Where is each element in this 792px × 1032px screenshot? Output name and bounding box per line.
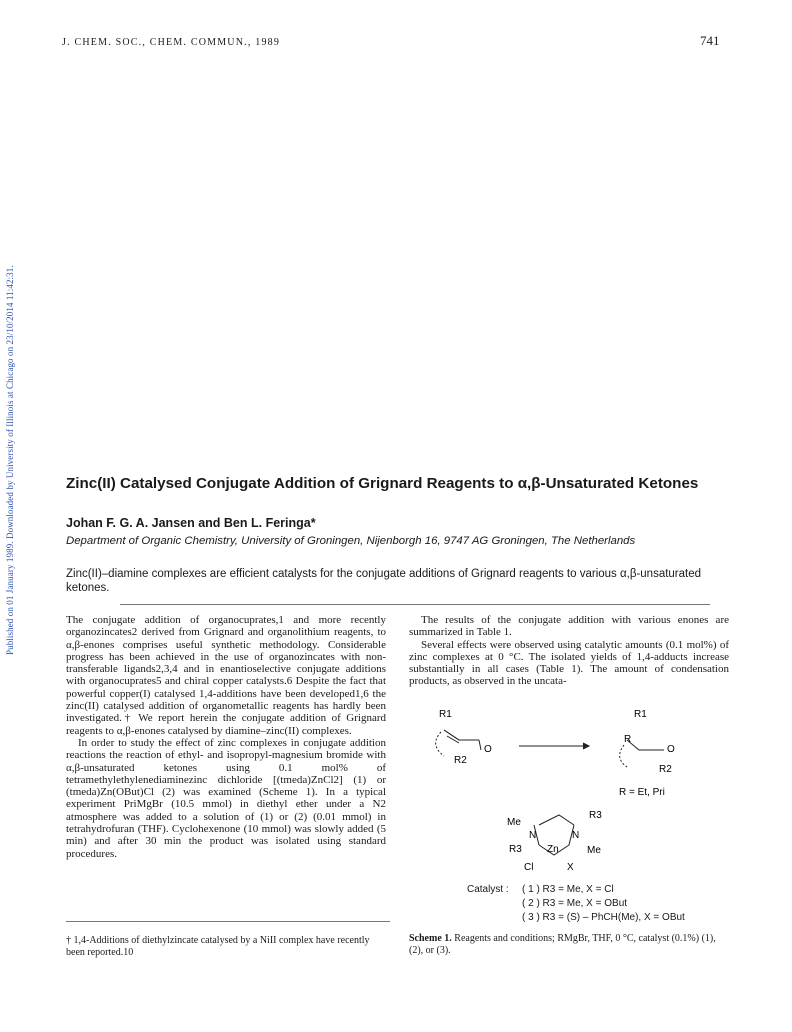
label-r-definition: R = Et, Pri — [619, 787, 665, 798]
label-r2: R2 — [454, 755, 467, 766]
catalyst-3: ( 3 ) R3 = (S) – PhCH(Me), X = OBut — [522, 912, 685, 923]
footnote: † 1,4-Additions of diethylzincate catalysed by a NiII complex have recently been reported.10 — [66, 935, 370, 958]
label-me: Me — [587, 845, 601, 856]
paragraph: The conjugate addition of organocuprates,1 and more recently organozincates2 derived from Grignard and organolithium reagents, to α,β-enones comprises useful synthetic methodology. Considerable progress has been achieved in the use of organozincates with non-transferable ligands2,3,4 and in enantioselective conjugate additions with organocuprates5 and chiral copper catalysts.6 Despite the fact that powerful copper(I) catalysed 1,4-additions have been developed1,6 the zinc(II) catalysed addition of organometallic reagents has hardly been investigated.† We report herein the conjugate addition of Grignard reagents to α,β-enones catalysed by diamine–zinc(II) complexes. — [66, 614, 386, 737]
affiliation: Department of Organic Chemistry, University of Groningen, Nijenborgh 16, 9747 AG Groningen, The Netherlands — [66, 535, 636, 547]
label-n: N — [529, 830, 537, 841]
label-o: O — [667, 744, 675, 755]
right-column — [409, 614, 729, 688]
label-r3: R3 — [509, 844, 522, 855]
download-notice-text[interactable]: Published on 01 January 1989. Downloaded by University of Illinois at Chicago on 23/10/2014 11:42:31. — [5, 265, 15, 655]
ring-dashed — [436, 732, 444, 756]
page-number: 741 — [700, 33, 720, 48]
abstract-divider — [120, 604, 710, 605]
enone-bond — [444, 730, 479, 740]
adduct-bond — [627, 740, 664, 750]
label-n: N — [572, 830, 580, 841]
paragraph: The results of the conjugate addition with various enones are summarized in Table 1. — [409, 614, 729, 639]
scheme-caption — [409, 933, 729, 956]
authors: Johan F. G. A. Jansen and Ben L. Feringa* — [66, 516, 316, 530]
label-me: Me — [507, 817, 521, 828]
double-bond-inner — [447, 736, 459, 743]
label-x: X — [567, 862, 574, 873]
label-r1: R1 — [439, 709, 452, 720]
running-head: J. CHEM. SOC., CHEM. COMMUN., 1989 — [62, 37, 281, 48]
label-r3: R3 — [589, 810, 602, 821]
caption-text: Reagents and conditions; RMgBr, THF, 0 °C, catalyst (0.1%) (1), (2), or (3). — [409, 933, 716, 956]
abstract: Zinc(II)–diamine complexes are efficient catalysts for the conjugate additions of Grignard reagents to various α,β-unsaturated ketones. — [66, 568, 702, 594]
paragraph: In order to study the effect of zinc complexes in conjugate addition reactions the reaction of ethyl- and isopropyl-magnesium bromide with α,β-unsaturated ketones using 0.1 mol% of tetramethylethylenediaminezinc dichloride [(tmeda)ZnCl2] (1) or (tmeda)Zn(OBut)Cl (2) was examined (Scheme 1). In a typical experiment PriMgBr (10.5 mmol) in diethyl ether under a N2 atmosphere was added to a solution of (1) or (2) (0.01 mmol) in tetrahydrofuran (THF). Cyclohexenone (10 mmol) was slowly added (5 min) and after 30 min the product was isolated using standard procedures. — [66, 736, 386, 860]
label-zn: Zn — [547, 844, 559, 855]
left-column — [66, 614, 386, 860]
label-r: R — [624, 734, 632, 745]
caption-label: Scheme 1. — [409, 933, 452, 944]
label-cl: Cl — [524, 862, 534, 873]
scheme-1 — [409, 700, 729, 930]
catalyst-label: Catalyst : — [467, 884, 509, 895]
download-notice[interactable] — [0, 0, 15, 1032]
catalyst-2: ( 2 ) R3 = Me, X = OBut — [522, 898, 628, 909]
carbonyl-stem — [479, 740, 481, 750]
label-o: O — [484, 744, 492, 755]
label-r2: R2 — [659, 764, 672, 775]
catalyst-1: ( 1 ) R3 = Me, X = Cl — [522, 884, 614, 895]
paragraph: Several effects were observed using catalytic amounts (0.1 mol%) of zinc complexes at 0 °C. The isolated yields of 1,4-adducts increase substantially in all cases (Table 1). The amount of condensation products, as observed in the uncata- — [409, 638, 729, 688]
label-r1: R1 — [634, 709, 647, 720]
arrow-head — [583, 743, 589, 749]
ring-dashed — [620, 745, 627, 767]
footnote-divider — [66, 921, 390, 922]
article-title: Zinc(II) Catalysed Conjugate Addition of Grignard Reagents to α,β-Unsaturated Ketones — [66, 475, 699, 492]
